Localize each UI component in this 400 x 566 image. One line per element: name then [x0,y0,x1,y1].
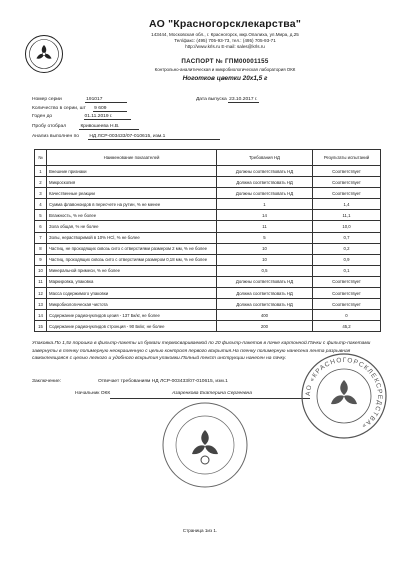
row-requirement: Должна соответствовать НД [217,288,313,299]
company-address [70,32,380,50]
analysis-value: НД ЛСР-003433/07-010615, изм.1 [88,134,220,140]
row-number: 14 [35,310,47,321]
table-header-row [35,150,381,166]
table-body [35,166,381,332]
sampled-field [32,124,139,130]
conclusion-label: Заключение: [32,379,62,384]
row-result: 0 [313,310,381,321]
product-name: Ноготков цветки 20х1,5 г [182,75,268,82]
specification-table [34,149,381,332]
row-parameter: Зола общая, % не более [47,221,217,232]
table-row [35,221,381,232]
row-requirement: Должны соответствовать НД [217,166,313,177]
row-number: 6 [35,221,47,232]
document-title: ПАСПОРТ № ГПМ00001155 [181,58,269,65]
row-number: 12 [35,288,47,299]
row-result: 10,0 [313,221,381,232]
row-result: 45,2 [313,321,381,332]
signature-line [110,398,310,399]
analysis-field [32,134,220,140]
sampled-label: Пробу отобрал [32,124,67,129]
row-requirement: Должна соответствовать НД [217,177,313,188]
row-parameter: Минеральной примеси, % не более [47,265,217,276]
row-requirement: 0,5 [217,265,313,276]
row-result: 0,2 [313,243,381,254]
laboratory-name: Контрольно-аналитическая и микробиологическая лаборатория ОКК [154,67,296,72]
table-row [35,199,381,210]
table-row [35,288,381,299]
row-result: 11,1 [313,210,381,221]
row-parameter: Внешние признаки [47,166,217,177]
quantity-field [32,106,127,112]
row-requirement: Должны соответствовать НД [217,188,313,199]
table-row [35,310,381,321]
row-result: 0,9 [313,254,381,265]
row-requirement: 1 [217,199,313,210]
address-line: http://www.krls.ru E-mail: sales@krls.ru [185,44,265,49]
head-of-qc-label: Начальник ОКК [75,391,111,396]
table-row [35,254,381,265]
quantity-value: 9 609 [93,106,127,112]
expiry-value: 01.11.2019 г. [84,114,131,120]
conclusion-value: Отвечает требованиям НД ЛСР-003433/07-010615, изм.1 [98,379,228,384]
row-number: 11 [35,276,47,287]
quantity-label: Количество в серии, шт [32,106,86,111]
sampled-value: Кривошеева Н.В. [79,124,139,130]
row-parameter: Сумма флавоноидов в пересчете на рутин, % не менее [47,199,217,210]
batch-label: Номер серии [32,97,62,102]
row-requirement: Должны соответствовать НД [217,276,313,287]
row-result: Соответствует [313,166,381,177]
expiry-field [32,114,131,120]
row-requirement: 5 [217,232,313,243]
release-label: Дата выпуска [196,97,227,102]
row-parameter: Содержание радионуклидов стронция - 90 Бк/кг, не более [47,321,217,332]
head-of-qc-name: Азаренкова Екатерина Сергеевна [172,391,252,396]
department-stamp [160,400,250,490]
table-row [35,321,381,332]
table-row [35,276,381,287]
row-result: Соответствует [313,288,381,299]
row-parameter: Влажность, % не более [47,210,217,221]
row-number: 15 [35,321,47,332]
row-requirement: 400 [217,310,313,321]
row-parameter: Масса содержимого упаковки [47,288,217,299]
row-result: 0,7 [313,232,381,243]
row-number: 7 [35,232,47,243]
row-parameter: Золы, нерастворимой в 10% HCl, % не более [47,232,217,243]
expiry-label: Годен до [32,114,53,119]
stamp-text: АО «КРАСНОГОРСКЛЕКСРЕДСТВА» [304,356,384,430]
row-number: 10 [35,265,47,276]
release-value: 23.10.2017 г. [229,97,258,102]
header-result: Результаты испытаний [313,150,381,166]
row-number: 13 [35,299,47,310]
row-requirement: 200 [217,321,313,332]
row-result: Соответствует [313,177,381,188]
table-row [35,265,381,276]
row-number: 9 [35,254,47,265]
row-number: 1 [35,166,47,177]
row-parameter: Частиц, не проходящих сквозь сито с отверстиями размером 2 мм, % не более [47,243,217,254]
company-name: АО "Красногорсклекарства" [148,18,302,30]
table-row [35,243,381,254]
row-number: 5 [35,210,47,221]
row-result: 0,1 [313,265,381,276]
row-parameter: Микроскопия [47,177,217,188]
header-number: № [35,150,47,166]
address-line: 143444, Московская обл., г. Красногорск, мкр.Опалиха, ул.Мира, д.25 [151,32,299,37]
row-requirement: 10 [217,254,313,265]
row-result: Соответствует [313,299,381,310]
row-result: Соответствует [313,188,381,199]
row-result: 1,4 [313,199,381,210]
row-requirement: Должна соответствовать НД [217,299,313,310]
table-row [35,166,381,177]
row-number: 3 [35,188,47,199]
table-row [35,210,381,221]
row-requirement: 10 [217,243,313,254]
company-logo [24,34,64,74]
table-row [35,177,381,188]
release-field [196,97,259,103]
table-row [35,232,381,243]
header-requirement: Требования НД [217,150,313,166]
row-parameter: Содержание радионуклидов цезия - 137 Бк/кг, не более [47,310,217,321]
address-line: Тел/факс: (495) 705-93-73, тел.: (495) 705-93-71 [174,38,276,43]
row-result: Соответствует [313,276,381,287]
page-number: Страница 1из 1. [182,528,218,533]
analysis-label: Анализ выполнен по [32,134,79,139]
batch-value: 191017 [85,97,127,103]
row-parameter: Качественные реакции [47,188,217,199]
row-parameter: Частиц, проходящих сквозь сито с отверстиями размером 0,18 мм, % не более [47,254,217,265]
table-row [35,299,381,310]
batch-field [32,97,127,103]
row-number: 2 [35,177,47,188]
row-parameter: Маркировка, упаковка [47,276,217,287]
row-number: 8 [35,243,47,254]
packaging-note: Упаковка.По 1,5г порошка в фильтр-пакеты из бумаги термосвариваемой по 20 фильтр-пакетов в пачке картонной.Пачки с фильтр-пакетами завернуты в пленку полимерную неокрашенную с целью контроля первого вскрытия.На пленку полимерную нанесена лента разрывная самоклеящаяся с целью легкого и удобного вскрытия упаковки.Полный текст инструкции нанесен на пачку. [32,341,371,362]
row-requirement: 11 [217,221,313,232]
row-requirement: 14 [217,210,313,221]
row-parameter: Микробиологическая чистота [47,299,217,310]
row-number: 4 [35,199,47,210]
table-row [35,188,381,199]
header-parameter: Наименование показателей [47,150,217,166]
company-stamp [300,352,388,440]
